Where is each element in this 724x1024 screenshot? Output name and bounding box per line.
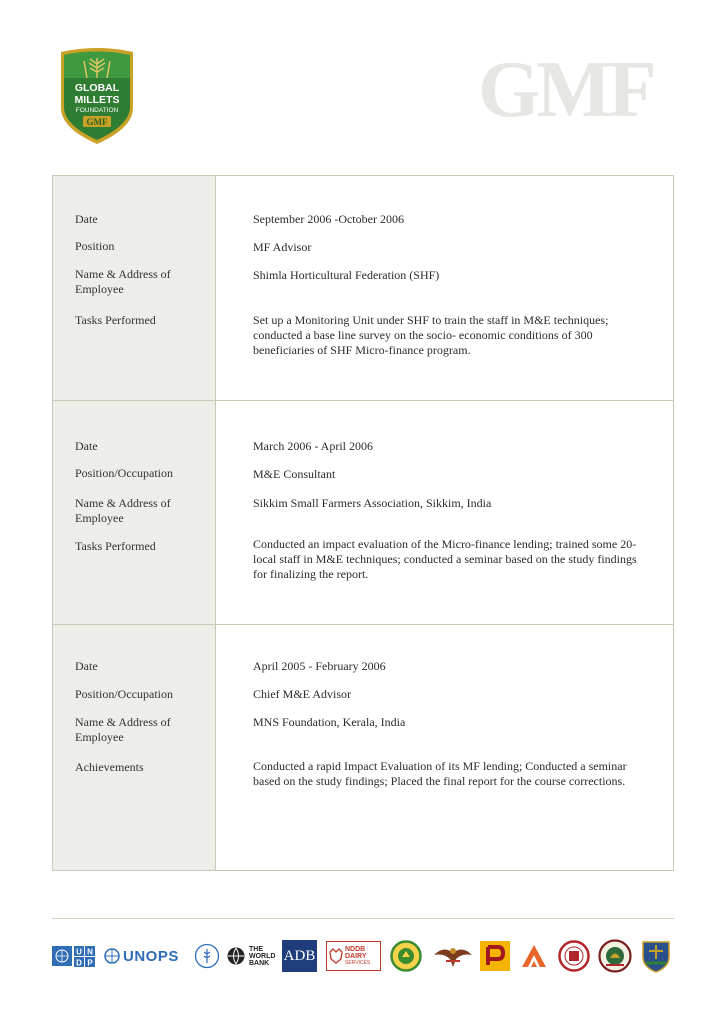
logo-text-gmf: GMF <box>86 117 108 127</box>
fao-wheat-icon <box>194 943 220 969</box>
experience-entry-3 <box>53 624 673 870</box>
logo-text-foundation: FOUNDATION <box>75 107 119 114</box>
bank-of-baroda-logo <box>518 938 550 974</box>
green-seal-icon <box>390 940 422 972</box>
employer-value: Shimla Horticultural Federation (SHF) <box>253 268 440 282</box>
date-value: March 2006 - April 2006 <box>253 439 373 453</box>
logo-shield-icon <box>57 46 137 146</box>
nddb-text: NDDB <box>345 945 366 953</box>
pnb-icon <box>480 941 510 971</box>
tasks-value: Conducted an impact evaluation of the Micro-finance lending; trained some 20-local staff in M&E techniques; conducted a seminar based on the study findings for finalizing the report. <box>253 537 637 581</box>
nddb-logo <box>326 938 381 974</box>
employer-label: Name & Address of Employee <box>75 496 171 525</box>
undp-letter-u: U <box>76 947 82 957</box>
world-bank-text-bank: BANK <box>249 959 270 967</box>
experience-entry-1 <box>53 176 673 400</box>
university-seal-logo <box>598 938 632 974</box>
date-value: April 2005 - February 2006 <box>253 659 386 673</box>
pnb-logo <box>480 938 510 974</box>
footer-divider <box>52 918 674 919</box>
adb-logo <box>282 938 317 974</box>
undp-icon <box>52 945 96 967</box>
global-millets-foundation-logo <box>57 46 137 146</box>
adb-text: ADB <box>283 947 316 964</box>
logo-text-millets: MILLETS <box>74 94 120 106</box>
tasks-label: Tasks Performed <box>75 313 156 327</box>
nddb-text-services: SERVICES <box>345 959 371 966</box>
experience-table <box>52 175 674 871</box>
fao-logo <box>194 938 220 974</box>
date-label: Date <box>75 439 98 453</box>
date-label: Date <box>75 212 98 226</box>
experience-entry-2 <box>53 400 673 624</box>
undp-letter-p: P <box>87 958 93 967</box>
partner-logos <box>52 938 674 974</box>
achievements-label: Achievements <box>75 760 144 774</box>
bird-emblem-logo <box>432 938 474 974</box>
gmf-watermark: GMF <box>478 46 653 134</box>
position-label: Position <box>75 239 115 253</box>
world-bank-logo <box>226 938 275 974</box>
nddb-cow-icon <box>327 946 345 966</box>
position-label: Position/Occupation <box>75 687 173 701</box>
position-label: Position/Occupation <box>75 466 173 480</box>
bird-emblem-icon <box>432 941 474 971</box>
green-seal-logo <box>390 938 422 974</box>
date-label: Date <box>75 659 98 673</box>
employer-value: MNS Foundation, Kerala, India <box>253 715 406 729</box>
nddb-text-dairy: DAIRY <box>345 952 367 960</box>
unops-text: UNOPS <box>123 947 179 965</box>
achievements-value: Conducted a rapid Impact Evaluation of its MF lending; Conducted a seminar based on the study findings; Placed the final report for the course corrections. <box>253 759 627 788</box>
position-value: MF Advisor <box>253 240 312 254</box>
employer-value: Sikkim Small Farmers Association, Sikkim, India <box>253 496 492 510</box>
globe-icon <box>226 946 246 966</box>
undp-logo <box>52 938 96 974</box>
undp-letter-d: D <box>76 958 82 967</box>
university-seal-icon <box>598 939 632 973</box>
position-value: Chief M&E Advisor <box>253 687 351 701</box>
baroda-sun-icon <box>518 941 550 971</box>
logo-text-global: GLOBAL <box>74 82 120 94</box>
position-value: M&E Consultant <box>253 467 336 481</box>
world-bank-text-world: WORLD <box>249 952 276 960</box>
red-seal-icon <box>558 940 590 972</box>
unops-logo <box>104 938 179 974</box>
date-value: September 2006 -October 2006 <box>253 212 404 226</box>
shield-crest-icon <box>640 939 672 973</box>
undp-letter-n: N <box>87 947 93 957</box>
world-bank-text-the: THE <box>249 945 263 953</box>
red-seal-logo <box>558 938 590 974</box>
employer-label: Name & Address of Employee <box>75 715 171 744</box>
shield-crest-logo <box>640 938 672 974</box>
un-emblem-icon <box>104 948 120 964</box>
tasks-value: Set up a Monitoring Unit under SHF to train the staff in M&E techniques; conducted a base line survey on the socio- economic conditions of 300 beneficiaries of SHF Micro-finance program. <box>253 313 609 357</box>
employer-label: Name & Address of Employee <box>75 267 171 296</box>
tasks-label: Tasks Performed <box>75 539 156 553</box>
